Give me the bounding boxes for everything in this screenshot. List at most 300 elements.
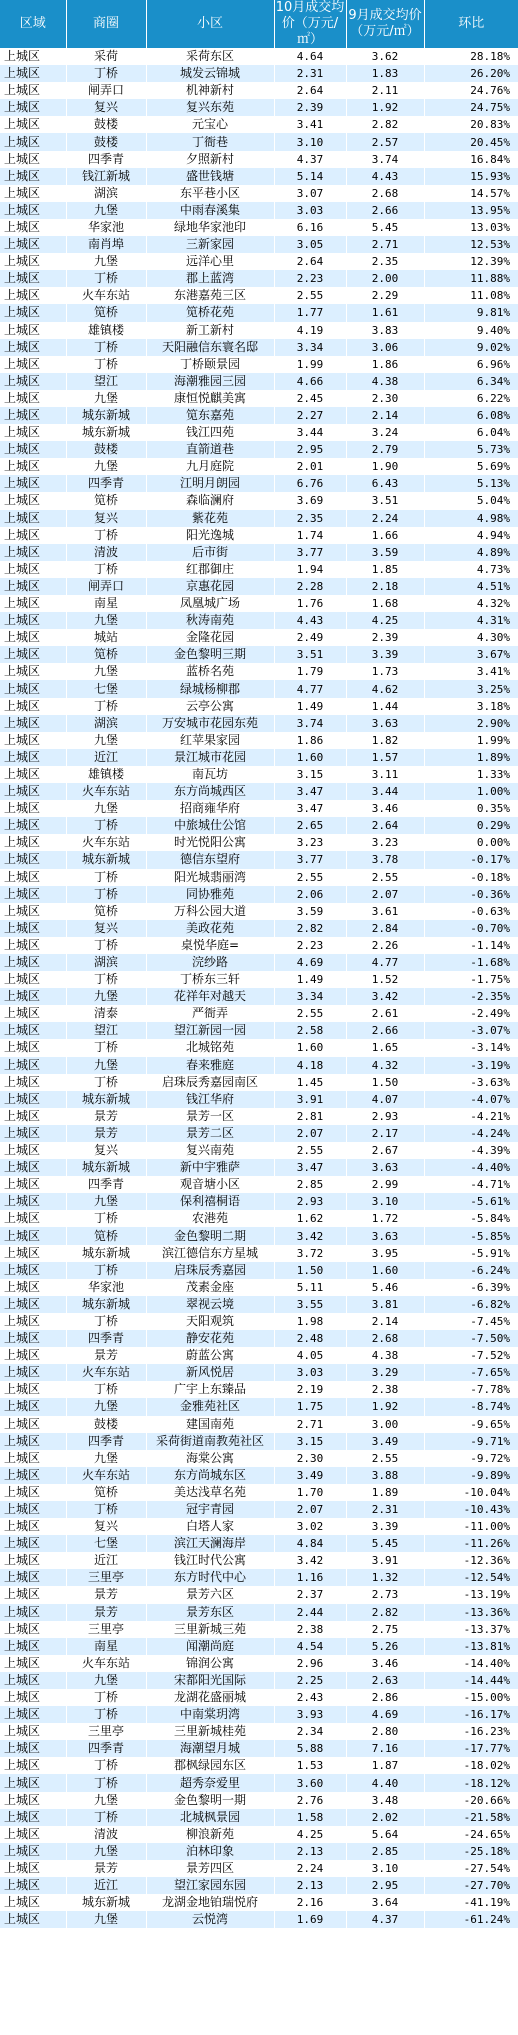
cell-region: 上城区 bbox=[0, 304, 66, 321]
cell-change: -4.40% bbox=[424, 1159, 518, 1176]
cell-area: 火车东站 bbox=[66, 1364, 146, 1381]
cell-area: 湖滨 bbox=[66, 185, 146, 202]
cell-oct-price: 1.70 bbox=[274, 1484, 346, 1501]
table-row bbox=[0, 82, 518, 99]
table-row bbox=[0, 48, 518, 65]
cell-region: 上城区 bbox=[0, 373, 66, 390]
cell-area: 九堡 bbox=[66, 1792, 146, 1809]
cell-change: -7.65% bbox=[424, 1364, 518, 1381]
cell-sep-price: 3.48 bbox=[346, 1792, 424, 1809]
cell-change: -4.39% bbox=[424, 1142, 518, 1159]
cell-area: 三里亭 bbox=[66, 1569, 146, 1586]
cell-region: 上城区 bbox=[0, 65, 66, 82]
cell-region: 上城区 bbox=[0, 202, 66, 219]
cell-oct-price: 3.02 bbox=[274, 1518, 346, 1535]
table-row bbox=[0, 339, 518, 356]
cell-oct-price: 1.94 bbox=[274, 561, 346, 578]
table-row bbox=[0, 612, 518, 629]
cell-oct-price: 2.44 bbox=[274, 1604, 346, 1621]
cell-region: 上城区 bbox=[0, 783, 66, 800]
cell-oct-price: 2.13 bbox=[274, 1877, 346, 1894]
cell-oct-price: 3.49 bbox=[274, 1467, 346, 1484]
table-row bbox=[0, 356, 518, 373]
cell-region: 上城区 bbox=[0, 1826, 66, 1843]
cell-name: 云悦湾 bbox=[146, 1911, 274, 1928]
cell-change: 4.32% bbox=[424, 595, 518, 612]
cell-change: -8.74% bbox=[424, 1398, 518, 1415]
table-row bbox=[0, 1450, 518, 1467]
cell-oct-price: 2.13 bbox=[274, 1843, 346, 1860]
cell-area: 城东新城 bbox=[66, 851, 146, 868]
cell-area: 丁桥 bbox=[66, 1313, 146, 1330]
cell-area: 景芳 bbox=[66, 1347, 146, 1364]
cell-oct-price: 3.69 bbox=[274, 492, 346, 509]
cell-region: 上城区 bbox=[0, 612, 66, 629]
cell-region: 上城区 bbox=[0, 1569, 66, 1586]
cell-change: -6.24% bbox=[424, 1262, 518, 1279]
cell-oct-price: 3.77 bbox=[274, 851, 346, 868]
cell-change: -14.44% bbox=[424, 1672, 518, 1689]
cell-name: 三里新城三苑 bbox=[146, 1621, 274, 1638]
cell-change: -15.00% bbox=[424, 1689, 518, 1706]
header-sep-price: 9月成交均价（万元/㎡） bbox=[346, 0, 424, 48]
cell-change: 16.84% bbox=[424, 151, 518, 168]
table-row bbox=[0, 1672, 518, 1689]
cell-sep-price: 3.64 bbox=[346, 1894, 424, 1911]
cell-oct-price: 5.14 bbox=[274, 168, 346, 185]
cell-region: 上城区 bbox=[0, 458, 66, 475]
cell-name: 复兴南苑 bbox=[146, 1142, 274, 1159]
cell-sep-price: 3.39 bbox=[346, 1518, 424, 1535]
table-row bbox=[0, 1569, 518, 1586]
cell-region: 上城区 bbox=[0, 390, 66, 407]
cell-sep-price: 2.71 bbox=[346, 236, 424, 253]
cell-name: 滨江德信东方星城 bbox=[146, 1245, 274, 1262]
cell-sep-price: 6.43 bbox=[346, 475, 424, 492]
table-row bbox=[0, 1809, 518, 1826]
cell-name: 启珠辰秀嘉园 bbox=[146, 1262, 274, 1279]
table-row bbox=[0, 1398, 518, 1415]
cell-name: 锦润公寓 bbox=[146, 1655, 274, 1672]
table-row bbox=[0, 1210, 518, 1227]
table-row bbox=[0, 1005, 518, 1022]
cell-change: -13.36% bbox=[424, 1604, 518, 1621]
cell-area: 火车东站 bbox=[66, 1655, 146, 1672]
cell-name: 红苹果家园 bbox=[146, 732, 274, 749]
cell-change: -5.91% bbox=[424, 1245, 518, 1262]
cell-oct-price: 3.72 bbox=[274, 1245, 346, 1262]
cell-name: 金色黎明三期 bbox=[146, 646, 274, 663]
table-row bbox=[0, 817, 518, 834]
cell-oct-price: 1.45 bbox=[274, 1074, 346, 1091]
cell-area: 丁桥 bbox=[66, 527, 146, 544]
cell-change: 15.93% bbox=[424, 168, 518, 185]
cell-sep-price: 1.32 bbox=[346, 1569, 424, 1586]
table-row bbox=[0, 698, 518, 715]
cell-oct-price: 2.82 bbox=[274, 920, 346, 937]
table-row bbox=[0, 1296, 518, 1313]
cell-change: -27.54% bbox=[424, 1860, 518, 1877]
cell-sep-price: 4.69 bbox=[346, 1706, 424, 1723]
cell-region: 上城区 bbox=[0, 578, 66, 595]
table-row bbox=[0, 954, 518, 971]
table-row bbox=[0, 287, 518, 304]
cell-change: 1.00% bbox=[424, 783, 518, 800]
cell-sep-price: 2.30 bbox=[346, 390, 424, 407]
cell-area: 丁桥 bbox=[66, 1809, 146, 1826]
cell-name: 泊林印象 bbox=[146, 1843, 274, 1860]
table-row bbox=[0, 715, 518, 732]
cell-name: 观音塘小区 bbox=[146, 1176, 274, 1193]
cell-name: 北城铭苑 bbox=[146, 1039, 274, 1056]
cell-oct-price: 1.16 bbox=[274, 1569, 346, 1586]
table-row bbox=[0, 1518, 518, 1535]
cell-area: 九堡 bbox=[66, 612, 146, 629]
table-row bbox=[0, 886, 518, 903]
cell-name: 蔚蓝公寓 bbox=[146, 1347, 274, 1364]
cell-oct-price: 3.15 bbox=[274, 1433, 346, 1450]
cell-sep-price: 2.99 bbox=[346, 1176, 424, 1193]
cell-sep-price: 2.80 bbox=[346, 1723, 424, 1740]
cell-sep-price: 4.25 bbox=[346, 612, 424, 629]
cell-oct-price: 1.58 bbox=[274, 1809, 346, 1826]
cell-region: 上城区 bbox=[0, 219, 66, 236]
table-row bbox=[0, 65, 518, 82]
cell-name: 万安城市花园东苑 bbox=[146, 715, 274, 732]
cell-change: 2.90% bbox=[424, 715, 518, 732]
cell-area: 九堡 bbox=[66, 1911, 146, 1928]
cell-region: 上城区 bbox=[0, 1792, 66, 1809]
cell-change: -18.12% bbox=[424, 1774, 518, 1791]
cell-name: 中雨春溪集 bbox=[146, 202, 274, 219]
cell-region: 上城区 bbox=[0, 133, 66, 150]
cell-oct-price: 4.18 bbox=[274, 1057, 346, 1074]
cell-change: -13.81% bbox=[424, 1638, 518, 1655]
cell-sep-price: 3.10 bbox=[346, 1193, 424, 1210]
cell-oct-price: 2.35 bbox=[274, 510, 346, 527]
cell-name: 京惠花园 bbox=[146, 578, 274, 595]
cell-sep-price: 2.02 bbox=[346, 1809, 424, 1826]
cell-sep-price: 1.72 bbox=[346, 1210, 424, 1227]
cell-oct-price: 2.07 bbox=[274, 1125, 346, 1142]
cell-oct-price: 4.84 bbox=[274, 1535, 346, 1552]
cell-oct-price: 3.47 bbox=[274, 800, 346, 817]
cell-name: 超秀奈爱里 bbox=[146, 1774, 274, 1791]
cell-name: 广宇上东臻品 bbox=[146, 1381, 274, 1398]
table-row bbox=[0, 1774, 518, 1791]
cell-oct-price: 3.44 bbox=[274, 424, 346, 441]
table-header bbox=[0, 0, 518, 48]
cell-area: 鼓楼 bbox=[66, 441, 146, 458]
cell-area: 九堡 bbox=[66, 1057, 146, 1074]
cell-sep-price: 3.23 bbox=[346, 834, 424, 851]
cell-oct-price: 2.06 bbox=[274, 886, 346, 903]
cell-sep-price: 2.29 bbox=[346, 287, 424, 304]
cell-change: 4.31% bbox=[424, 612, 518, 629]
cell-region: 上城区 bbox=[0, 1074, 66, 1091]
cell-area: 景芳 bbox=[66, 1604, 146, 1621]
cell-name: 花祥年对越天 bbox=[146, 988, 274, 1005]
cell-region: 上城区 bbox=[0, 886, 66, 903]
cell-change: -1.75% bbox=[424, 971, 518, 988]
table-row bbox=[0, 1159, 518, 1176]
cell-area: 城东新城 bbox=[66, 1091, 146, 1108]
cell-oct-price: 3.10 bbox=[274, 133, 346, 150]
cell-area: 鼓楼 bbox=[66, 133, 146, 150]
cell-oct-price: 2.95 bbox=[274, 441, 346, 458]
cell-region: 上城区 bbox=[0, 1774, 66, 1791]
table-row bbox=[0, 629, 518, 646]
cell-sep-price: 2.61 bbox=[346, 1005, 424, 1022]
cell-oct-price: 2.71 bbox=[274, 1416, 346, 1433]
cell-oct-price: 2.48 bbox=[274, 1330, 346, 1347]
table-row bbox=[0, 1347, 518, 1364]
cell-oct-price: 3.34 bbox=[274, 339, 346, 356]
cell-change: 28.18% bbox=[424, 48, 518, 65]
cell-sep-price: 4.62 bbox=[346, 680, 424, 697]
cell-sep-price: 2.17 bbox=[346, 1125, 424, 1142]
table-row bbox=[0, 1860, 518, 1877]
cell-area: 丁桥 bbox=[66, 971, 146, 988]
cell-oct-price: 4.37 bbox=[274, 151, 346, 168]
cell-region: 上城区 bbox=[0, 1279, 66, 1296]
cell-sep-price: 3.63 bbox=[346, 715, 424, 732]
cell-name: 时光悦阳公寓 bbox=[146, 834, 274, 851]
table-row bbox=[0, 458, 518, 475]
cell-name: 新中宇雅萨 bbox=[146, 1159, 274, 1176]
cell-name: 招商雍华府 bbox=[146, 800, 274, 817]
cell-area: 城东新城 bbox=[66, 1296, 146, 1313]
cell-change: -10.43% bbox=[424, 1501, 518, 1518]
cell-region: 上城区 bbox=[0, 82, 66, 99]
cell-oct-price: 2.34 bbox=[274, 1723, 346, 1740]
cell-region: 上城区 bbox=[0, 1005, 66, 1022]
cell-name: 金雅苑社区 bbox=[146, 1398, 274, 1415]
cell-oct-price: 4.64 bbox=[274, 48, 346, 65]
cell-change: 4.98% bbox=[424, 510, 518, 527]
cell-change: 5.13% bbox=[424, 475, 518, 492]
table-row bbox=[0, 732, 518, 749]
table-row bbox=[0, 373, 518, 390]
cell-sep-price: 1.65 bbox=[346, 1039, 424, 1056]
cell-area: 四季青 bbox=[66, 1740, 146, 1757]
cell-sep-price: 4.43 bbox=[346, 168, 424, 185]
cell-name: 东平巷小区 bbox=[146, 185, 274, 202]
cell-region: 上城区 bbox=[0, 1723, 66, 1740]
cell-area: 城站 bbox=[66, 629, 146, 646]
cell-region: 上城区 bbox=[0, 595, 66, 612]
cell-change: -25.18% bbox=[424, 1843, 518, 1860]
cell-change: -9.65% bbox=[424, 1416, 518, 1433]
table-row bbox=[0, 1467, 518, 1484]
table-row bbox=[0, 800, 518, 817]
cell-sep-price: 2.63 bbox=[346, 1672, 424, 1689]
cell-change: -17.77% bbox=[424, 1740, 518, 1757]
cell-name: 钱江时代公寓 bbox=[146, 1552, 274, 1569]
cell-oct-price: 4.69 bbox=[274, 954, 346, 971]
cell-region: 上城区 bbox=[0, 1159, 66, 1176]
cell-region: 上城区 bbox=[0, 1501, 66, 1518]
cell-sep-price: 4.38 bbox=[346, 1347, 424, 1364]
cell-area: 丁桥 bbox=[66, 937, 146, 954]
cell-name: 金色黎明二期 bbox=[146, 1227, 274, 1244]
table-row bbox=[0, 1433, 518, 1450]
table-row bbox=[0, 424, 518, 441]
cell-area: 闸弄口 bbox=[66, 578, 146, 595]
cell-change: -20.66% bbox=[424, 1792, 518, 1809]
cell-name: 望江新园一园 bbox=[146, 1022, 274, 1039]
cell-sep-price: 5.46 bbox=[346, 1279, 424, 1296]
cell-region: 上城区 bbox=[0, 817, 66, 834]
cell-name: 远洋心里 bbox=[146, 253, 274, 270]
cell-change: 13.95% bbox=[424, 202, 518, 219]
cell-region: 上城区 bbox=[0, 851, 66, 868]
cell-region: 上城区 bbox=[0, 236, 66, 253]
cell-change: -2.35% bbox=[424, 988, 518, 1005]
table-row bbox=[0, 851, 518, 868]
cell-area: 三里亭 bbox=[66, 1723, 146, 1740]
cell-oct-price: 2.28 bbox=[274, 578, 346, 595]
cell-region: 上城区 bbox=[0, 903, 66, 920]
cell-oct-price: 2.25 bbox=[274, 1672, 346, 1689]
cell-area: 七堡 bbox=[66, 680, 146, 697]
cell-area: 丁桥 bbox=[66, 356, 146, 373]
cell-area: 复兴 bbox=[66, 510, 146, 527]
cell-oct-price: 3.05 bbox=[274, 236, 346, 253]
cell-area: 望江 bbox=[66, 1022, 146, 1039]
cell-change: 14.57% bbox=[424, 185, 518, 202]
cell-region: 上城区 bbox=[0, 869, 66, 886]
cell-area: 鼓楼 bbox=[66, 1416, 146, 1433]
cell-region: 上城区 bbox=[0, 1877, 66, 1894]
cell-oct-price: 2.76 bbox=[274, 1792, 346, 1809]
table-row bbox=[0, 663, 518, 680]
cell-area: 丁桥 bbox=[66, 65, 146, 82]
cell-change: 13.03% bbox=[424, 219, 518, 236]
cell-change: 26.20% bbox=[424, 65, 518, 82]
cell-oct-price: 1.49 bbox=[274, 971, 346, 988]
cell-region: 上城区 bbox=[0, 475, 66, 492]
cell-oct-price: 2.81 bbox=[274, 1108, 346, 1125]
cell-area: 华家池 bbox=[66, 1279, 146, 1296]
cell-name: 紫花苑 bbox=[146, 510, 274, 527]
table-row bbox=[0, 1792, 518, 1809]
cell-name: 红郡御庄 bbox=[146, 561, 274, 578]
cell-oct-price: 2.96 bbox=[274, 1655, 346, 1672]
cell-sep-price: 5.64 bbox=[346, 1826, 424, 1843]
cell-change: 5.04% bbox=[424, 492, 518, 509]
cell-area: 九堡 bbox=[66, 732, 146, 749]
cell-oct-price: 1.86 bbox=[274, 732, 346, 749]
cell-name: 绿地华家池印 bbox=[146, 219, 274, 236]
cell-sep-price: 2.00 bbox=[346, 270, 424, 287]
cell-oct-price: 3.77 bbox=[274, 544, 346, 561]
cell-oct-price: 1.50 bbox=[274, 1262, 346, 1279]
cell-region: 上城区 bbox=[0, 749, 66, 766]
cell-sep-price: 2.79 bbox=[346, 441, 424, 458]
cell-oct-price: 3.47 bbox=[274, 1159, 346, 1176]
cell-change: -0.18% bbox=[424, 869, 518, 886]
cell-name: 笕东嘉苑 bbox=[146, 407, 274, 424]
cell-area: 九堡 bbox=[66, 1193, 146, 1210]
cell-change: -12.54% bbox=[424, 1569, 518, 1586]
cell-sep-price: 3.11 bbox=[346, 766, 424, 783]
cell-oct-price: 6.16 bbox=[274, 219, 346, 236]
cell-name: 柳浪新苑 bbox=[146, 1826, 274, 1843]
cell-sep-price: 4.40 bbox=[346, 1774, 424, 1791]
cell-name: 天阳融信东寰名邸 bbox=[146, 339, 274, 356]
cell-sep-price: 3.46 bbox=[346, 1655, 424, 1672]
cell-change: -3.19% bbox=[424, 1057, 518, 1074]
cell-change: -9.72% bbox=[424, 1450, 518, 1467]
cell-sep-price: 1.89 bbox=[346, 1484, 424, 1501]
cell-region: 上城区 bbox=[0, 168, 66, 185]
cell-sep-price: 4.07 bbox=[346, 1091, 424, 1108]
cell-name: 建国南苑 bbox=[146, 1416, 274, 1433]
cell-name: 景芳四区 bbox=[146, 1860, 274, 1877]
cell-change: -12.36% bbox=[424, 1552, 518, 1569]
cell-sep-price: 1.82 bbox=[346, 732, 424, 749]
table-row bbox=[0, 749, 518, 766]
cell-sep-price: 2.24 bbox=[346, 510, 424, 527]
cell-area: 火车东站 bbox=[66, 834, 146, 851]
cell-name: 海潮雅园三园 bbox=[146, 373, 274, 390]
cell-sep-price: 1.86 bbox=[346, 356, 424, 373]
cell-name: 闻潮尚庭 bbox=[146, 1638, 274, 1655]
cell-sep-price: 1.83 bbox=[346, 65, 424, 82]
cell-region: 上城区 bbox=[0, 1672, 66, 1689]
table-row bbox=[0, 390, 518, 407]
cell-area: 丁桥 bbox=[66, 817, 146, 834]
cell-region: 上城区 bbox=[0, 116, 66, 133]
cell-area: 丁桥 bbox=[66, 1501, 146, 1518]
cell-change: 5.73% bbox=[424, 441, 518, 458]
cell-change: 4.94% bbox=[424, 527, 518, 544]
cell-oct-price: 1.60 bbox=[274, 1039, 346, 1056]
table-row bbox=[0, 510, 518, 527]
cell-name: 北城枫景园 bbox=[146, 1809, 274, 1826]
cell-change: -7.50% bbox=[424, 1330, 518, 1347]
cell-area: 丁桥 bbox=[66, 1262, 146, 1279]
cell-change: -13.19% bbox=[424, 1586, 518, 1603]
cell-region: 上城区 bbox=[0, 1193, 66, 1210]
cell-oct-price: 2.27 bbox=[274, 407, 346, 424]
cell-sep-price: 2.57 bbox=[346, 133, 424, 150]
table-row bbox=[0, 920, 518, 937]
cell-name: 冠宇青园 bbox=[146, 1501, 274, 1518]
cell-name: 东方时代中心 bbox=[146, 1569, 274, 1586]
cell-region: 上城区 bbox=[0, 1022, 66, 1039]
table-row bbox=[0, 1757, 518, 1774]
table-row bbox=[0, 1586, 518, 1603]
table-row bbox=[0, 1227, 518, 1244]
cell-oct-price: 1.69 bbox=[274, 1911, 346, 1928]
cell-change: -10.04% bbox=[424, 1484, 518, 1501]
cell-region: 上城区 bbox=[0, 1039, 66, 1056]
cell-sep-price: 2.55 bbox=[346, 1450, 424, 1467]
cell-area: 九堡 bbox=[66, 202, 146, 219]
cell-area: 笕桥 bbox=[66, 646, 146, 663]
cell-oct-price: 3.34 bbox=[274, 988, 346, 1005]
table-row bbox=[0, 1552, 518, 1569]
cell-region: 上城区 bbox=[0, 1535, 66, 1552]
cell-oct-price: 2.16 bbox=[274, 1894, 346, 1911]
cell-name: 浣纱路 bbox=[146, 954, 274, 971]
cell-sep-price: 3.61 bbox=[346, 903, 424, 920]
cell-oct-price: 2.38 bbox=[274, 1621, 346, 1638]
cell-region: 上城区 bbox=[0, 1381, 66, 1398]
cell-oct-price: 2.23 bbox=[274, 937, 346, 954]
